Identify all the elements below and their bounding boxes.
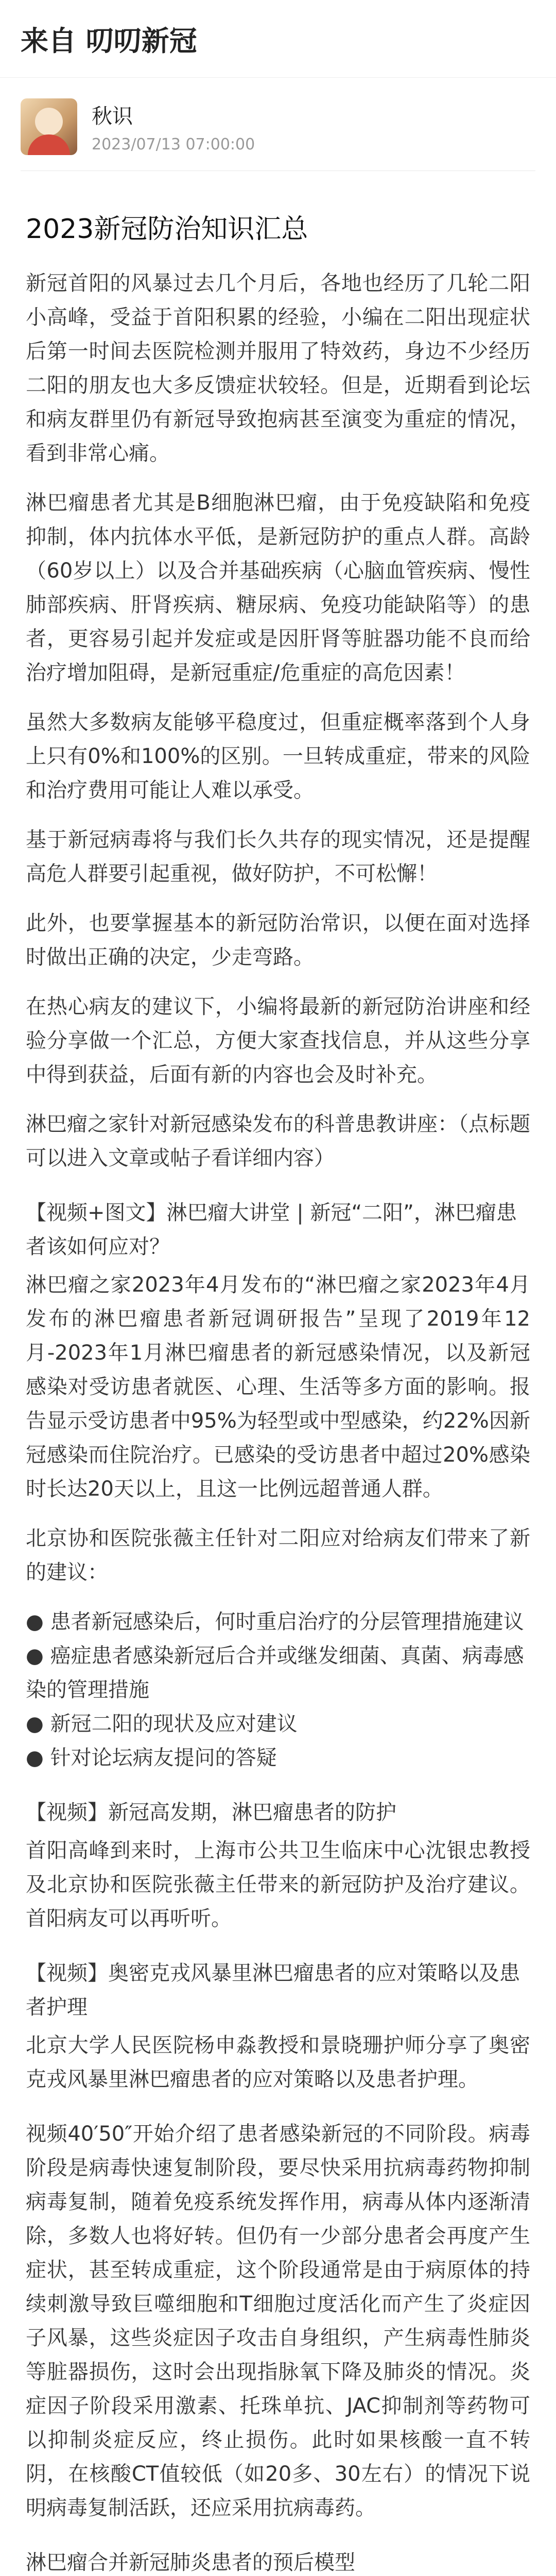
lecture-body: 淋巴瘤之家2023年4月发布的“淋巴瘤之家2023年4月发布的淋巴瘤患者新冠调研报告”呈现了2019年12月-2023年1月淋巴瘤患者的新冠感染情况，以及新冠感染对受访患者就医、心理、生活等多方面的影响。报告显示受访患者中95%为轻型或中型感染，约22%因新冠感染而住院治疗。已感染的受访患者中超过20%感染时长达20天以上，且这一比例远超普通人群。 bbox=[26, 1273, 530, 1501]
lecture-bullet: ● 新冠二阳的现状及应对建议 bbox=[26, 1712, 298, 1736]
intro-paragraph-2: 淋巴瘤患者尤其是B细胞淋巴瘤，由于免疫缺陷和免疫抑制，体内抗体水平低，是新冠防护的重点人群。高龄（60岁以上）以及合并基础疾病（心脑血管疾病、慢性肺部疾病、肝肾疾病、糖尿病、免疫功能缺陷等）的患者，更容易引起并发症或是因肝肾等脏器功能不良而给治疗增加阻碍，是新冠重症/危重症的高危因素！ bbox=[26, 491, 530, 685]
lecture-block-3 bbox=[26, 1956, 530, 2096]
prognosis-model-block bbox=[26, 2546, 530, 2576]
lecture-title-link[interactable]: 【视频+图文】淋巴瘤大讲堂 | 新冠“二阳”，淋巴瘤患者该如何应对？ bbox=[26, 1201, 517, 1259]
intro-paragraph-7: 淋巴瘤之家针对新冠感染发布的科普患教讲座：（点标题可以进入文章或帖子看详细内容） bbox=[26, 1112, 530, 1170]
top-bar bbox=[0, 0, 556, 78]
author-row bbox=[0, 78, 556, 171]
lecture-body: 北京大学人民医院杨申淼教授和景晓珊护师分享了奥密克戎风暴里淋巴瘤患者的应对策略以及患者护理。 bbox=[26, 2033, 530, 2091]
lecture-bullet: ● 癌症患者感染新冠后合并或继发细菌、真菌、病毒感染的管理措施 bbox=[26, 1644, 524, 1702]
prognosis-title-link[interactable]: 淋巴瘤合并新冠肺炎患者的预后模型 bbox=[26, 2551, 355, 2574]
lecture-bullet: ● 针对论坛病友提问的答疑 bbox=[26, 1746, 277, 1770]
article-title: 2023新冠防治知识汇总 bbox=[26, 214, 308, 245]
author-name[interactable]: 秋识 bbox=[92, 105, 133, 128]
lecture-block-2 bbox=[26, 1795, 530, 1936]
intro-paragraph-1: 新冠首阳的风暴过去几个月后，各地也经历了几轮二阳小高峰，受益于首阳积累的经验，小编在二阳出现症状后第一时间去医院检测并服用了特效药，身边不少经历二阳的朋友也大多反馈症状较轻。但是，近期看到论坛和病友群里仍有新冠导致抱病甚至演变为重症的情况，看到非常心痛。 bbox=[26, 272, 530, 465]
video-note: 视频40′50″开始介绍了患者感染新冠的不同阶段。病毒阶段是病毒快速复制阶段，要尽快采用抗病毒药物抑制病毒复制，随着免疫系统发挥作用，病毒从体内逐渐清除，多数人也将好转。但仍有一少部分患者会再度产生症状，甚至转成重症，这个阶段通常是由于病原体的持续刺激导致巨噬细胞和T细胞过度活化而产生了炎症因子风暴，这些炎症因子攻击自身组织，产生病毒性肺炎等脏器损伤，这时会出现指脉氧下降及肺炎的情况。炎症因子阶段采用激素、托珠单抗、JAC抑制剂等药物可以抑制炎症反应，终止损伤。此时如果核酸一直不转阴，在核酸CT值较低（如20多、30左右）的情况下说明病毒复制活跃，还应采用抗病毒药。 bbox=[26, 2122, 530, 2520]
avatar[interactable] bbox=[21, 98, 77, 155]
lecture-block-1 bbox=[26, 1196, 530, 1775]
lecture-body: 首阳高峰到来时，上海市公共卫生临床中心沈银忠教授及北京协和医院张薇主任带来的新冠防护及治疗建议。首阳病友可以再听听。 bbox=[26, 1839, 530, 1930]
intro-paragraph-3: 虽然大多数病友能够平稳度过，但重症概率落到个人身上只有0%和100%的区别。一旦转成重症，带来的风险和治疗费用可能让人难以承受。 bbox=[26, 710, 530, 802]
article-body bbox=[0, 171, 556, 2576]
author-meta bbox=[92, 100, 255, 154]
intro-paragraph-5: 此外，也要掌握基本的新冠防治常识，以便在面对选择时做出正确的决定，少走弯路。 bbox=[26, 911, 530, 969]
page-title: 来自 叨叨新冠 bbox=[21, 24, 197, 57]
intro-paragraph-6: 在热心病友的建议下，小编将最新的新冠防治讲座和经验分享做一个汇总，方便大家查找信息，并从这些分享中得到获益，后面有新的内容也会及时补充。 bbox=[26, 995, 530, 1087]
lecture-title-link[interactable]: 【视频】新冠高发期，淋巴瘤患者的防护 bbox=[26, 1801, 396, 1824]
lecture-bullet: ● 患者新冠感染后，何时重启治疗的分层管理措施建议 bbox=[26, 1610, 524, 1634]
lecture-intro: 北京协和医院张薇主任针对二阳应对给病友们带来了新的建议： bbox=[26, 1527, 530, 1584]
lecture-title-link[interactable]: 【视频】奥密克戎风暴里淋巴瘤患者的应对策略以及患者护理 bbox=[26, 1961, 520, 2019]
post-time: 2023/07/13 07:00:00 bbox=[92, 135, 255, 154]
intro-paragraph-4: 基于新冠病毒将与我们长久共存的现实情况，还是提醒高危人群要引起重视，做好防护，不可松懈！ bbox=[26, 828, 530, 886]
